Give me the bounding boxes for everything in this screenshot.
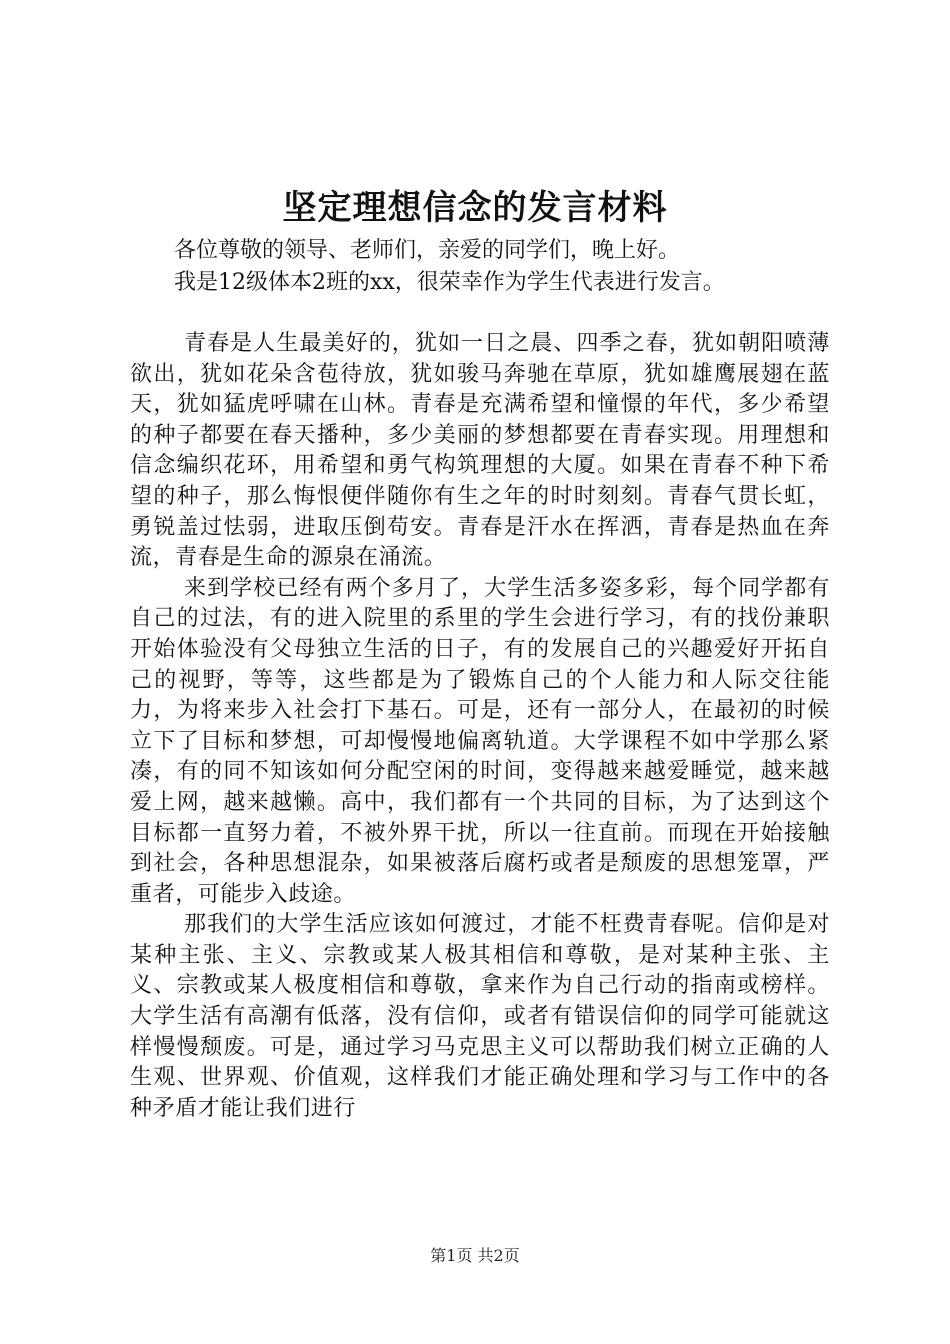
paragraph-gap bbox=[130, 299, 830, 329]
paragraph-college-life: 来到学校已经有两个多月了，大学生活多姿多彩，每个同学都有自己的过法，有的进入院里的系里的学生会进行学习，有的找份兼职开始体验没有父母独立生活的日子，有的发展自己的兴趣爱好开拓自己的视野，等等，这些都是为了锻炼自己的个人能力和人际交往能力，为将来步入社会打下基石。可是，还有一部分人，在最初的时候立下了目标和梦想，可却慢慢地偏离轨道。大学课程不如中学那么紧凑，有的同不知该如何分配空闲的时间，变得越来越爱睡觉，越来越爱上网，越来越懒。高中，我们都有一个共同的目标，为了达到这个目标都一直努力着，不被外界干扰，所以一往直前。而现在开始接触到社会，各种思想混杂，如果被落后腐朽或者是颓废的思想笼罩，严重者，可能步入歧途。 bbox=[130, 575, 830, 907]
paragraph-youth: 青春是人生最美好的，犹如一日之晨、四季之春，犹如朝阳喷薄欲出，犹如花朵含苞待放，犹如骏马奔驰在草原，犹如雄鹰展翅在蓝天，犹如猛虎呼啸在山林。青春是充满希望和憧憬的年代，多少希望的种子都要在春天播种，多少美丽的梦想都要在青春实现。用理想和信念编织花环，用希望和勇气构筑理想的大厦。如果在青春不种下希望的种子，那么悔恨便伴随你有生之年的时时刻刻。青春气贯长虹，勇锐盖过怯弱，进取压倒苟安。青春是汗水在挥洒，青春是热血在奔流，青春是生命的源泉在涌流。 bbox=[130, 331, 830, 571]
greeting-line: 各位尊敬的领导、老师们，亲爱的同学们，晚上好。 bbox=[174, 238, 681, 263]
paragraph-belief: 那我们的大学生活应该如何渡过，才能不枉费青春呢。信仰是对某种主张、主义、宗教或某人极其相信和尊敬，是对某种主张、主义、宗教或某人极度相信和尊敬，拿来作为自己行动的指南或榜样。大学生活有高潮有低落，没有信仰，或者有错误信仰的同学可能就这样慢慢颓废。可是，通过学习马克思主义可以帮助我们树立正确的人生观、世界观、价值观，这样我们才能正确处理和学习与工作中的各种矛盾才能让我们进行 bbox=[130, 912, 830, 1121]
page-number: 第1页 共2页 bbox=[430, 1246, 520, 1265]
document-body bbox=[130, 235, 830, 1124]
document-title: 坚定理想信念的发言材料 bbox=[282, 188, 668, 228]
intro-line: 我是12级体本2班的xx，很荣幸作为学生代表进行发言。 bbox=[174, 270, 725, 295]
